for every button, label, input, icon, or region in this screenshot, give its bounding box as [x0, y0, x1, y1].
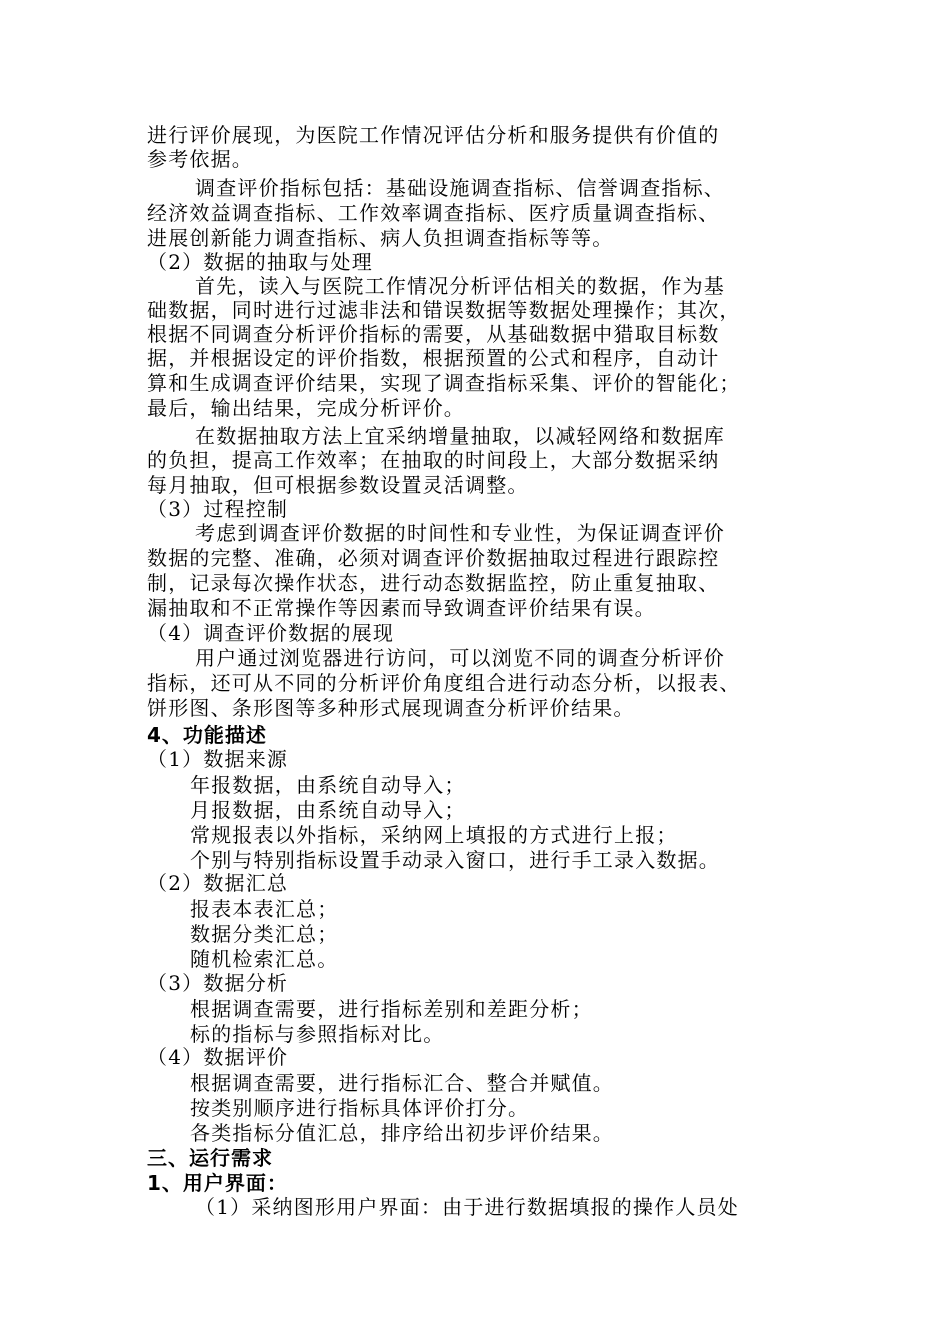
- paragraph-line: 制，记录每次操作状态，进行动态数据监控，防止重复抽取、: [147, 571, 720, 595]
- paragraph-line: 进行评价展现，为医院工作情况评估分析和服务提供有价值的: [147, 123, 720, 147]
- section-heading: （1）采纳图形用户界面：由于进行数据填报的操作人员处: [195, 1195, 739, 1219]
- paragraph-line: 根据不同调查分析评价指标的需要，从基础数据中猎取目标数: [147, 322, 720, 346]
- section-heading: （4）数据评价: [147, 1045, 289, 1069]
- list-item: 按类别顺序进行指标具体评价打分。: [190, 1096, 530, 1120]
- paragraph-line: 的负担，提高工作效率；在抽取的时间段上，大部分数据采纳: [147, 448, 720, 472]
- section-heading: （2）数据的抽取与处理: [147, 250, 373, 274]
- list-item: 常规报表以外指标，采纳网上填报的方式进行上报；: [190, 823, 678, 847]
- section-heading: （1）数据来源: [147, 747, 289, 771]
- list-item: 根据调查需要，进行指标差别和差距分析；: [190, 997, 593, 1021]
- section-heading: （3）过程控制: [147, 497, 289, 521]
- paragraph-line: 饼形图、条形图等多种形式展现调查分析评价结果。: [147, 696, 635, 720]
- paragraph-line: 考虑到调查评价数据的时间性和专业性，为保证调查评价: [195, 521, 725, 545]
- list-item: 数据分类汇总；: [190, 922, 339, 946]
- list-item: 报表本表汇总；: [190, 897, 339, 921]
- paragraph-line: 经济效益调查指标、工作效率调查指标、医疗质量调查指标、: [147, 201, 720, 225]
- paragraph-line: 在数据抽取方法上宜采纳增量抽取，以减轻网络和数据库: [195, 424, 725, 448]
- paragraph-line: 础数据，同时进行过滤非法和错误数据等数据处理操作；其次，: [147, 298, 741, 322]
- list-item: 随机检索汇总。: [190, 947, 339, 971]
- paragraph-line: 首先，读入与医院工作情况分析评估相关的数据，作为基: [195, 274, 725, 298]
- paragraph-line: 参考依据。: [147, 147, 253, 171]
- paragraph-line: 调查评价指标包括：基础设施调查指标、信誉调查指标、: [195, 176, 725, 200]
- paragraph-line: 指标，还可从不同的分析评价角度组合进行动态分析，以报表、: [147, 671, 741, 695]
- chapter-heading: 4、功能描述: [147, 723, 267, 747]
- paragraph-line: 最后，输出结果，完成分析评价。: [147, 396, 465, 420]
- list-item: 年报数据，由系统自动导入；: [190, 773, 466, 797]
- paragraph-line: 每月抽取，但可根据参数设置灵活调整。: [147, 473, 529, 497]
- chapter-heading: 三、运行需求: [147, 1146, 273, 1170]
- list-item: 根据调查需要，进行指标汇合、整合并赋值。: [190, 1071, 614, 1095]
- chapter-heading: 1、用户界面：: [147, 1171, 288, 1195]
- section-heading: （4）调查评价数据的展现: [147, 621, 395, 645]
- paragraph-line: 算和生成调查评价结果，实现了调查指标采集、评价的智能化；: [147, 371, 741, 395]
- paragraph-line: 漏抽取和不正常操作等因素而导致调查评价结果有误。: [147, 596, 656, 620]
- paragraph-line: 用户通过浏览器进行访问，可以浏览不同的调查分析评价: [195, 646, 725, 670]
- list-item: 各类指标分值汇总，排序给出初步评价结果。: [190, 1121, 614, 1145]
- list-item: 标的指标与参照指标对比。: [190, 1022, 445, 1046]
- section-heading: （3）数据分析: [147, 971, 289, 995]
- paragraph-line: 据，并根据设定的评价指数，根据预置的公式和程序，自动计: [147, 346, 720, 370]
- list-item: 月报数据，由系统自动导入；: [190, 798, 466, 822]
- section-heading: （2）数据汇总: [147, 871, 289, 895]
- list-item: 个别与特别指标设置手动录入窗口，进行手工录入数据。: [190, 848, 720, 872]
- paragraph-line: 数据的完整、准确，必须对调查评价数据抽取过程进行跟踪控: [147, 546, 720, 570]
- paragraph-line: 进展创新能力调查指标、病人负担调查指标等等。: [147, 226, 614, 250]
